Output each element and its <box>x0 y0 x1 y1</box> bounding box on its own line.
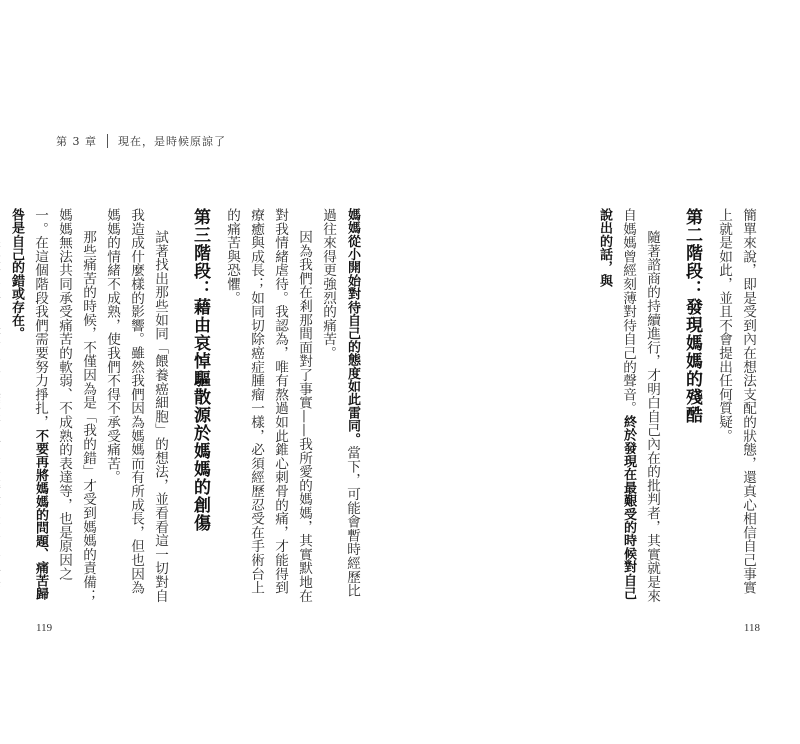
section-heading: 第三階段：藉由哀悼驅散源於媽媽的創傷 <box>190 208 210 532</box>
left-body-text <box>9 208 364 608</box>
body-paragraph <box>220 208 316 608</box>
paragraph-text: 隨著諮商的持續進行，才明白自己內在的批判者，其實就是來自媽媽曾經刻薄對待自己的聲音。 <box>620 208 660 603</box>
body-paragraph <box>0 208 4 608</box>
body-paragraph <box>316 208 364 608</box>
body-paragraph <box>592 208 664 608</box>
chapter-title: 現在，是時候原諒了 <box>118 135 226 148</box>
paragraph-text: 因為我們在剎那間面對了事實——我所愛的媽媽，其實默地在對我情緒虐待。我認為，唯有熬過如此錐心刺骨的痛，才能得到療癒與成長；如同切除癌症腫瘤一樣，必須經歷忍受在手術台上的痛苦與恐懼。 <box>224 208 312 603</box>
emphasis-text: 不要再將媽媽的問題、痛苦歸咎是自己的錯或存在。 <box>9 208 48 601</box>
emphasis-text: 媽媽從小開始對待自己的態度如此雷同。 <box>345 208 360 446</box>
chapter-number: 第 3 章 <box>56 135 97 148</box>
body-paragraph <box>4 208 100 608</box>
emphasis-text: 終於發現在最艱受的時候對自己說出的話，與 <box>597 208 636 600</box>
right-page <box>400 0 800 744</box>
running-header <box>56 133 226 149</box>
paragraph-text: 當下，可能會暫時經歷比過往來得更強烈的痛苦。 <box>320 208 360 598</box>
page-number-left: 119 <box>36 622 53 634</box>
right-body-text <box>430 208 760 608</box>
header-divider <box>107 134 108 148</box>
paragraph-text: 那些痛苦的時候，不僅因為是「我的錯」才受到媽媽的責備；媽媽無法共同承受痛苦的軟弱、不成熟的表達等，也是原因之一。在這個階段我們需要努力掙扎， <box>32 208 96 603</box>
paragraph-text: 簡單來說，即是受到內在想法支配的狀態，還真心相信自己事實上就是如此，並且不會提出任何質疑。 <box>716 208 756 595</box>
paragraph-text: 試著找出那些如同「餵養癌細胞」的想法，並看看這一切對自我造成什麼樣的影響。雖然我們因為媽媽而有所成長，但也因為媽媽的情緒不成熟，使我們不得不承受痛苦。 <box>104 208 168 603</box>
body-paragraph <box>100 208 172 608</box>
section-heading: 第二階段：發現媽媽的殘酷 <box>682 208 702 424</box>
body-paragraph <box>712 208 760 608</box>
page-number-right: 118 <box>743 622 760 634</box>
